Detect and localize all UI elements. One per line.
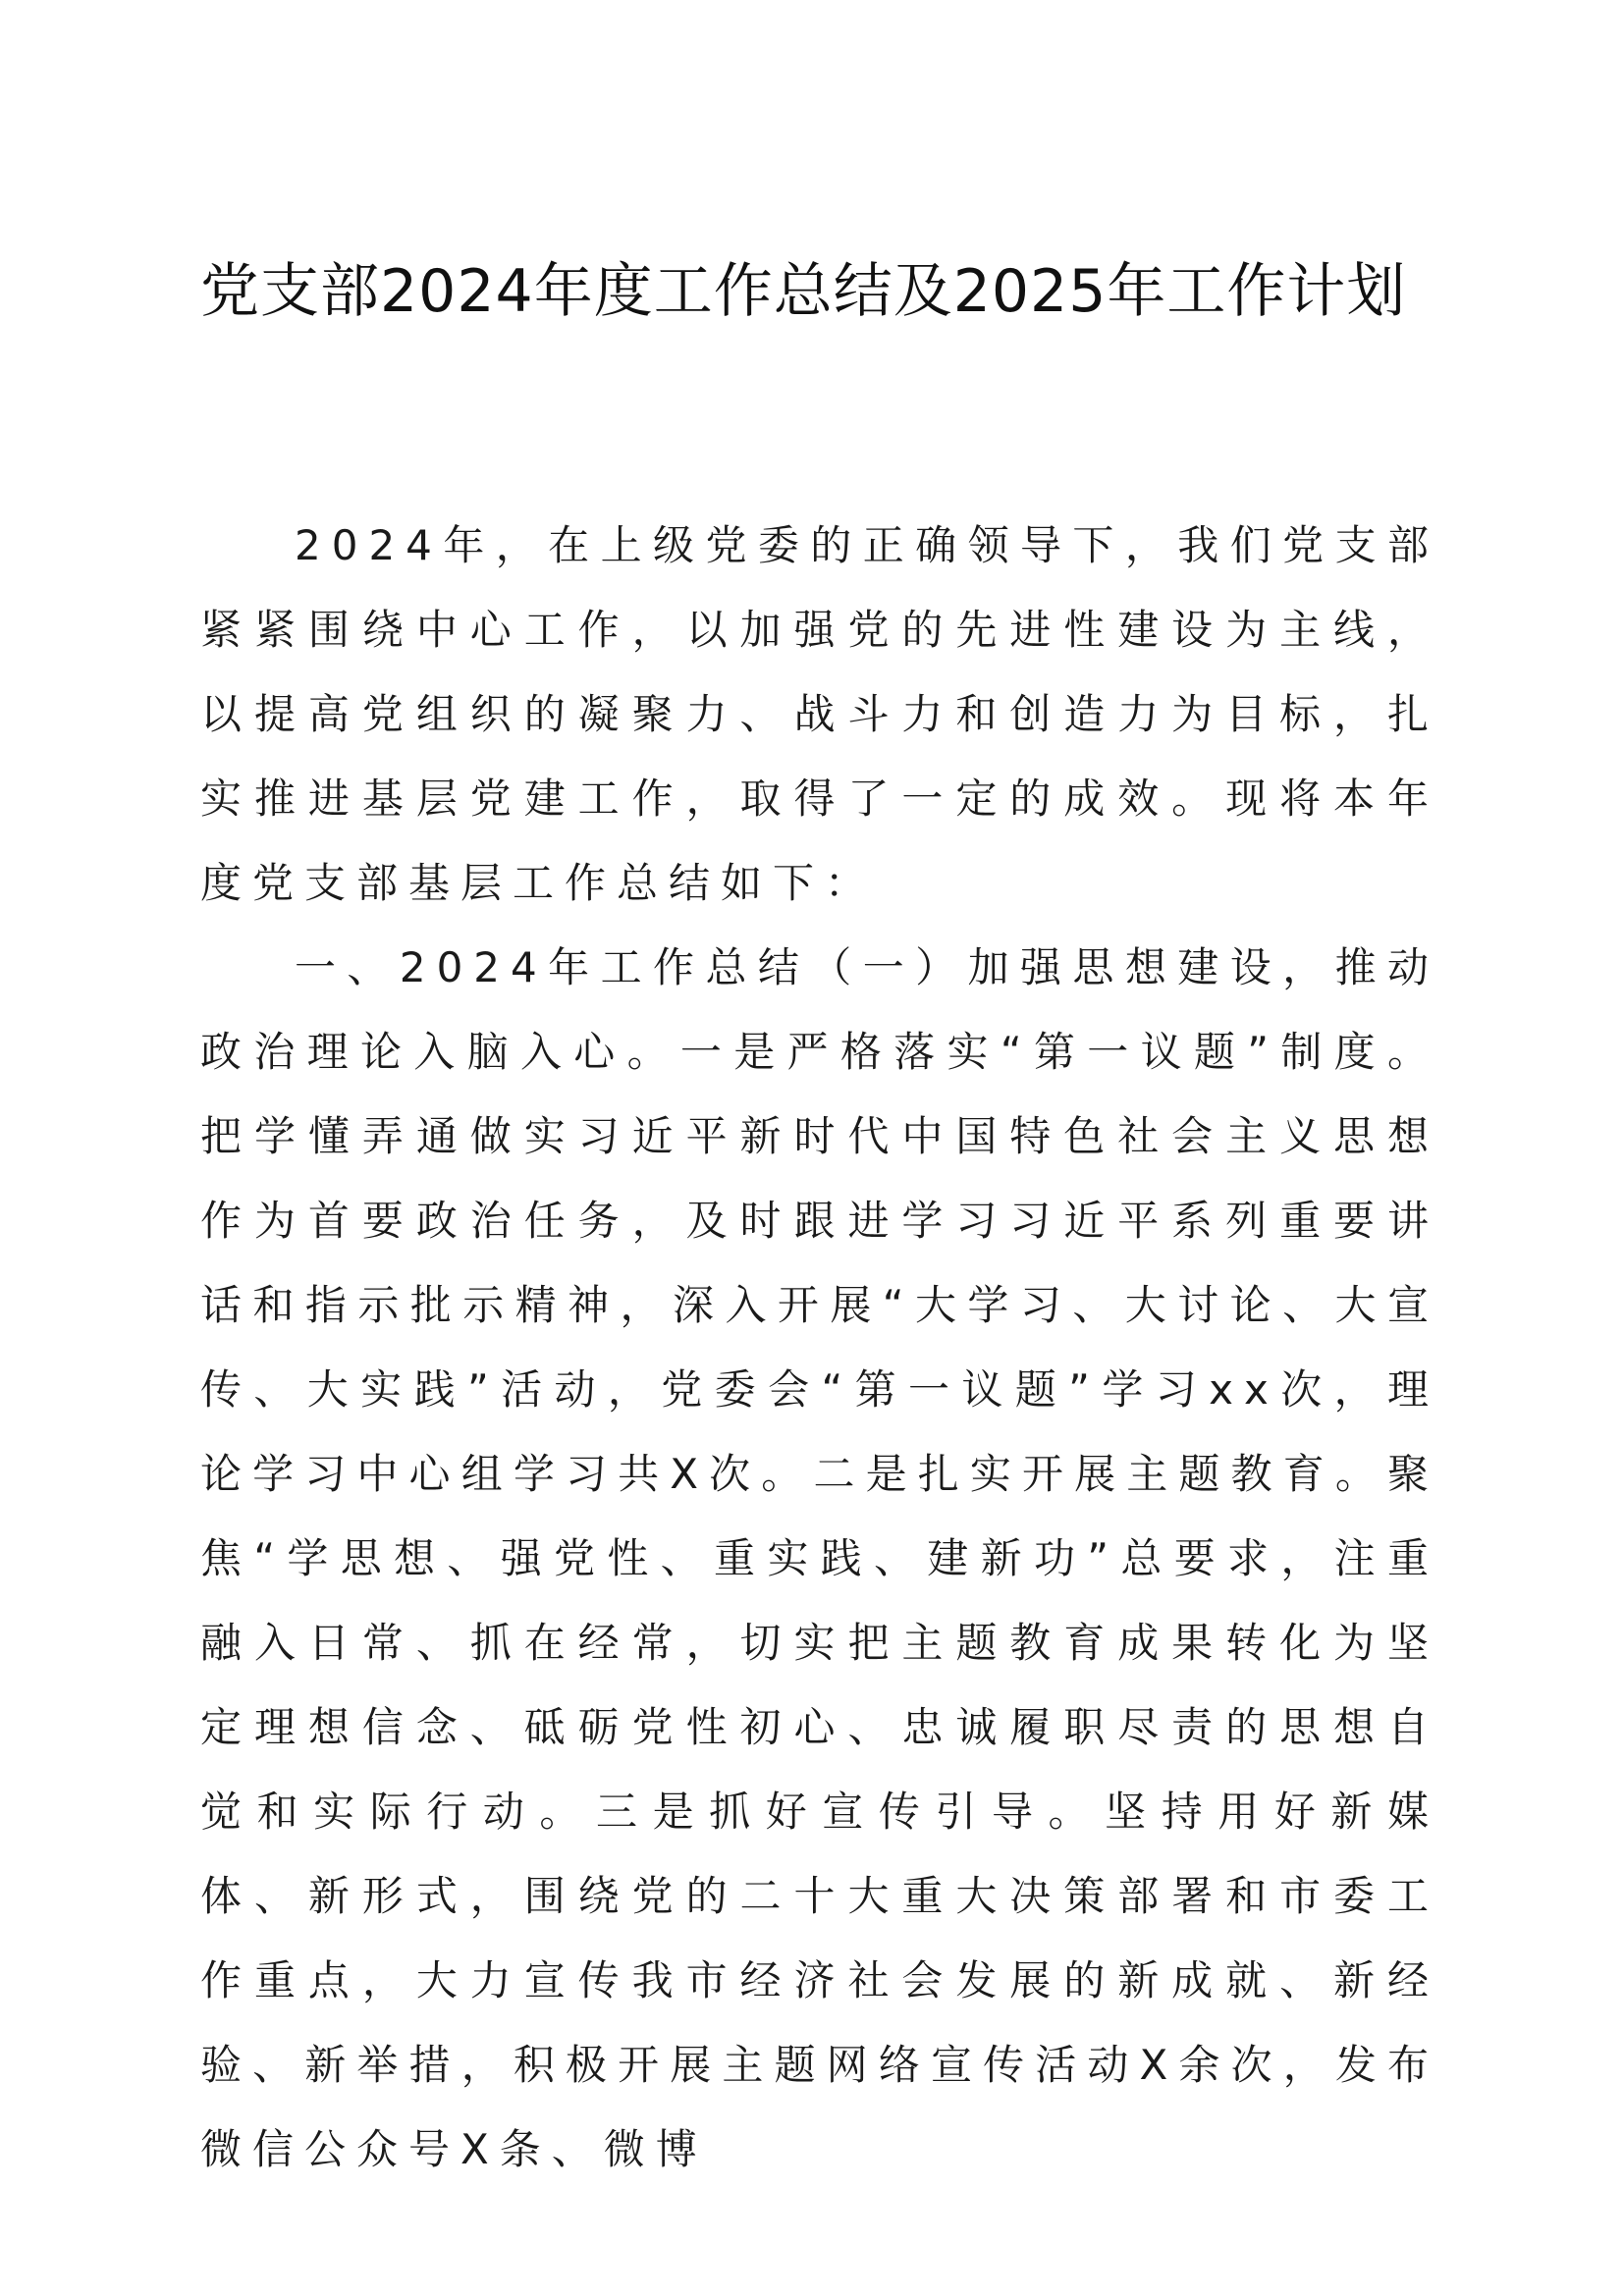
- document-body: [200, 504, 1439, 2192]
- intro-paragraph: 2024年，在上级党委的正确领导下，我们党支部紧紧围绕中心工作，以加强党的先进性建设为主线，以提高党组织的凝聚力、战斗力和创造力为目标，扎实推进基层党建工作，取得了一定的成效。现将本年度党支部基层工作总结如下：: [200, 521, 1439, 907]
- document-title: 党支部2024年度工作总结及2025年工作计划: [200, 257, 1407, 326]
- summary-paragraph: 一、2024年工作总结（一）加强思想建设，推动政治理论入脑入心。一是严格落实“第一议题”制度。把学懂弄通做实习近平新时代中国特色社会主义思想作为首要政治任务，及时跟进学习习近平系列重要讲话和指示批示精神，深入开展“大学习、大讨论、大宣传、大实践”活动，党委会“第一议题”学习xx次，理论学习中心组学习共X次。二是扎实开展主题教育。聚焦“学思想、强党性、重实践、建新功”总要求，注重融入日常、抓在经常，切实把主题教育成果转化为坚定理想信念、砥砺党性初心、忠诚履职尽责的思想自觉和实际行动。三是抓好宣传引导。坚持用好新媒体、新形式，围绕党的二十大重大决策部署和市委工作重点，大力宣传我市经济社会发展的新成就、新经验、新举措，积极开展主题网络宣传活动X余次，发布微信公众号X条、微博: [200, 943, 1439, 2173]
